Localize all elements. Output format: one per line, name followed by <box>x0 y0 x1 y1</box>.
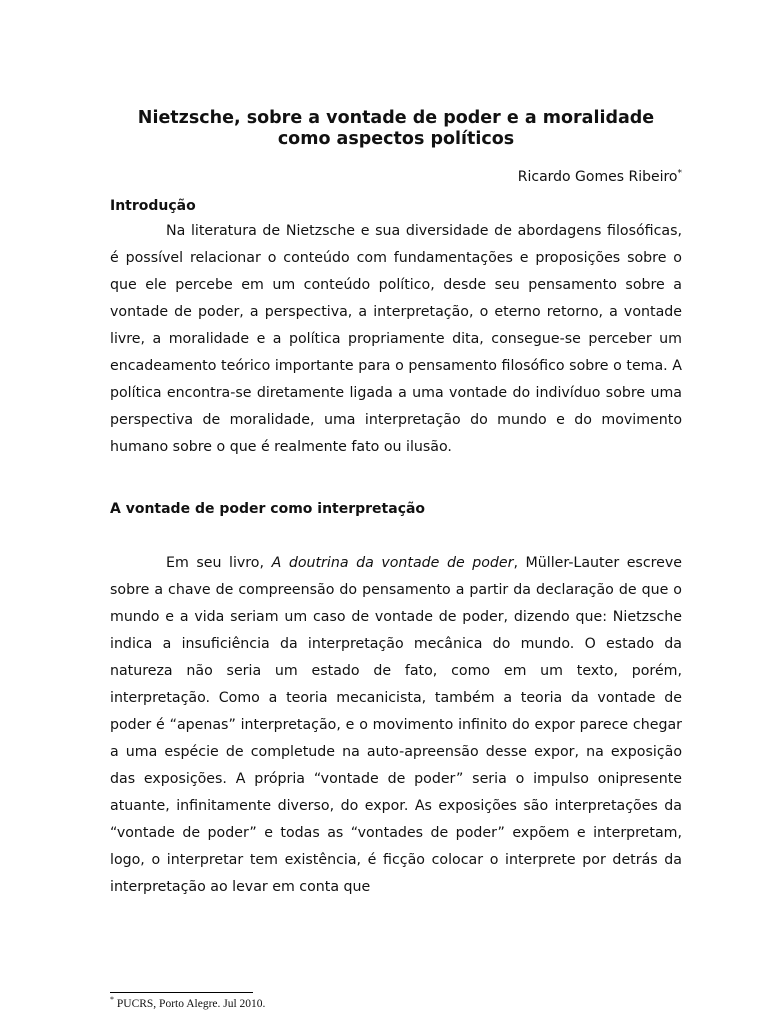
title-line-1: Nietzsche, sobre a vontade de poder e a moralidade <box>137 108 655 128</box>
book-title-italic: A doutrina da vontade de poder <box>271 555 514 571</box>
footnote-mark: * <box>110 995 114 1005</box>
footnote-text: PUCRS, Porto Alegre. Jul 2010. <box>114 998 266 1010</box>
author-name: Ricardo Gomes Ribeiro <box>517 169 678 185</box>
document-page <box>110 108 682 901</box>
paragraph-vontade-rest: , Müller-Lauter escreve sobre a chave de compreensão do pensamento a partir da declaração de que o mundo e a vida seriam um caso de vontade de poder, dizendo que: Nietzsche indica a insuficiência da interpretação mecânica do mundo. O estado da natureza não seria um estado de fato, como em um texto, porém, interpretação. Como a teoria mecanicista, também a teoria da vontade de poder é “apenas” interpretação, e o movimento infinito do expor parece chegar a uma espécie de completude na auto-apreensão desse expor, na exposição das exposições. A própria “vontade de poder” seria o impulso onipresente atuante, infinitamente diverso, do expor. As exposições são interpretações da “vontade de poder” e todas as “vontades de poder” expõem e interpretam, logo, o interpretar tem existência, é ficção colocar o interprete por detrás da interpretação ao levar em conta que <box>110 555 682 895</box>
author-footnote-mark: * <box>677 168 682 179</box>
section-heading-vontade: A vontade de poder como interpretação <box>110 501 426 517</box>
author-line <box>110 167 682 187</box>
paragraph-vontade-start: Em seu livro, <box>166 555 272 571</box>
paper-title <box>110 108 682 150</box>
paragraph-introducao: Na literatura de Nietzsche e sua diversidade de abordagens filosóficas, é possível relacionar o conteúdo com fundamentações e proposições sobre o que ele percebe em um conteúdo político, desde seu pensamento sobre a vontade de poder, a perspectiva, a interpretação, o eterno retorno, a vontade livre, a moralidade e a política propriamente dita, consegue-se perceber um encadeamento teórico importante para o pensamento filosófico sobre o tema. A política encontra-se diretamente ligada a uma vontade do indivíduo sobre uma perspectiva de moralidade, uma interpretação do mundo e do movimento humano sobre o que é realmente fato ou ilusão. <box>110 223 682 455</box>
title-line-2: como aspectos políticos <box>277 129 515 149</box>
section-heading-introducao: Introdução <box>110 198 196 214</box>
footnote-divider <box>110 992 253 993</box>
paragraph-vontade <box>110 550 682 901</box>
footnote <box>110 997 265 1011</box>
